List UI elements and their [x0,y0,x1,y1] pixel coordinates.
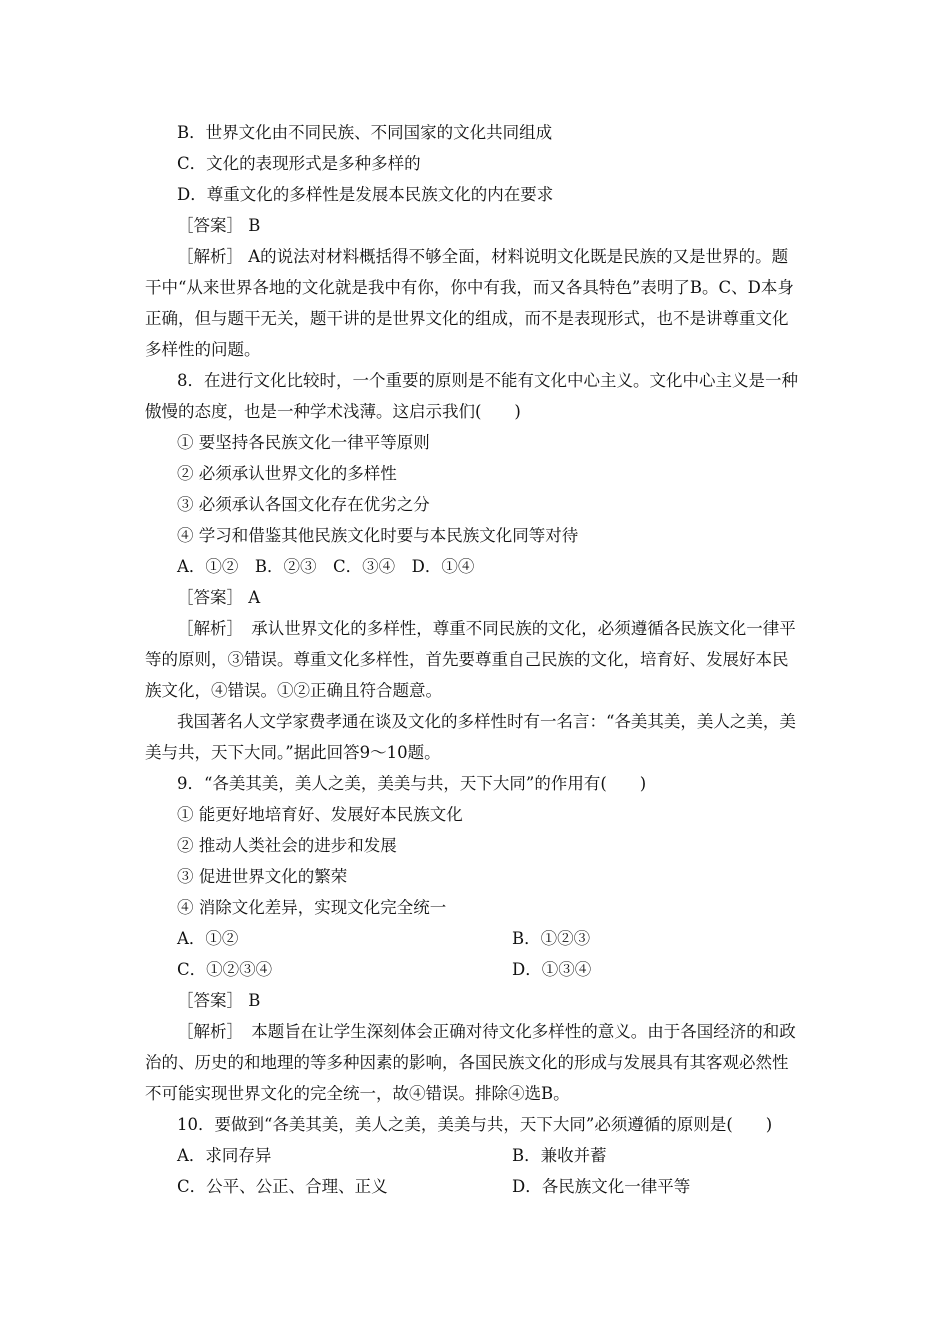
intro-line: 我国著名人文学家费孝通在谈及文化的多样性时有一名言：“各美其美，美人之美，美 [177,712,796,731]
q10-options-row [177,1177,842,1197]
q10-option-a: A．求同存异 [177,1146,272,1165]
q8-analysis-line: ［解析］ 承认世界文化的多样性，尊重不同民族的文化，必须遵循各民族文化一律平 [177,619,796,638]
q8-item: ③ 必须承认各国文化存在优劣之分 [177,495,430,514]
q10-option-b: B．兼收并蓄 [512,1146,607,1165]
q9-item: ① 能更好地培育好、发展好本民族文化 [177,805,463,824]
q7-analysis-line: 干中“从来世界各地的文化就是我中有你，你中有我，而又各具特色”表明了B。C、D本身 [145,278,794,297]
q7-option-b: B．世界文化由不同民族、不同国家的文化共同组成 [177,123,553,142]
q8-analysis-line: 等的原则，③错误。尊重文化多样性，首先要尊重自己民族的文化，培育好、发展好本民 [145,650,789,669]
q9-answer: ［答案］ B [177,991,261,1010]
q8-options: A．①② B．②③ C．③④ D．①④ [177,557,475,576]
q9-options-row [177,929,842,949]
q8-item: ④ 学习和借鉴其他民族文化时要与本民族文化同等对待 [177,526,579,545]
q7-answer: ［答案］ B [177,216,261,235]
q9-item: ② 推动人类社会的进步和发展 [177,836,397,855]
q8-item: ① 要坚持各民族文化一律平等原则 [177,433,430,452]
intro-line: 美与共，天下大同。”据此回答9～10题。 [145,743,441,762]
q7-analysis-line: ［解析］ A的说法对材料概括得不够全面，材料说明文化既是民族的又是世界的。题 [177,247,789,266]
q7-analysis-line: 多样性的问题。 [145,340,261,359]
q8-analysis-line: 族文化，④错误。①②正确且符合题意。 [145,681,442,700]
q8-answer: ［答案］ A [177,588,261,607]
q7-analysis-line: 正确，但与题干无关，题干讲的是世界文化的组成，而不是表现形式，也不是讲尊重文化 [145,309,789,328]
q10-option-c: C．公平、公正、合理、正义 [177,1177,388,1196]
q9-option-c: C．①②③④ [177,960,273,979]
q9-item: ④ 消除文化差异，实现文化完全统一 [177,898,447,917]
q9-option-b: B．①②③ [512,929,591,948]
q9-analysis-line: ［解析］ 本题旨在让学生深刻体会正确对待文化多样性的意义。由于各国经济的和政 [177,1022,796,1041]
q9-analysis-line: 不可能实现世界文化的完全统一，故④错误。排除④选B。 [145,1084,570,1103]
q8-stem-line: 傲慢的态度，也是一种学术浅薄。这启示我们( ) [145,402,521,421]
q9-item: ③ 促进世界文化的繁荣 [177,867,348,886]
q9-options-row [177,960,842,980]
q7-option-c: C．文化的表现形式是多种多样的 [177,154,421,173]
q10-stem: 10．要做到“各美其美，美人之美，美美与共，天下大同”必须遵循的原则是( ) [177,1115,773,1134]
q9-analysis-line: 治的、历史的和地理的等多种因素的影响，各国民族文化的形成与发展具有其客观必然性 [145,1053,789,1072]
q9-option-a: A．①② [177,929,239,948]
q9-option-d: D．①③④ [512,960,592,979]
q8-stem-line: 8．在进行文化比较时，一个重要的原则是不能有文化中心主义。文化中心主义是一种 [177,371,798,390]
q10-options-row [177,1146,842,1166]
q7-option-d: D．尊重文化的多样性是发展本民族文化的内在要求 [177,185,554,204]
q8-item: ② 必须承认世界文化的多样性 [177,464,397,483]
q9-stem: 9．“各美其美，美人之美，美美与共，天下大同”的作用有( ) [177,774,647,793]
q10-option-d: D．各民族文化一律平等 [512,1177,691,1196]
